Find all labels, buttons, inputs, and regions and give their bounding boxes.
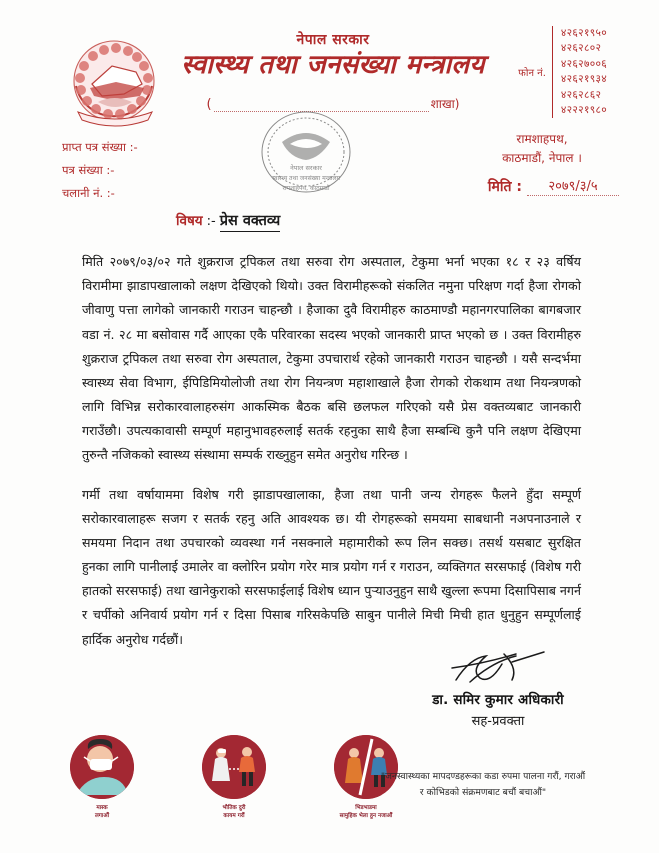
signature-block	[393, 648, 603, 729]
ministry-titles	[168, 30, 498, 112]
ministry-round-stamp	[252, 108, 360, 200]
branch-label: शाखा)	[430, 96, 460, 111]
branch-open-paren: (	[206, 96, 212, 112]
svg-text:नेपाल सरकार: नेपाल सरकार	[290, 164, 322, 172]
phone-number: ४२६२७००६	[560, 57, 607, 70]
date-value: २०७९/३/५	[527, 176, 619, 196]
document-body	[82, 250, 581, 652]
phone-number-list	[552, 26, 607, 118]
address-line-2: काठमाडौं, नेपाल ।	[502, 150, 582, 165]
government-line: नेपाल सरकार	[296, 32, 370, 48]
icon-caption	[60, 804, 144, 820]
footer-icon-item	[192, 735, 276, 820]
caption-line-2: सामुहिक भेला हुन नजाऔं	[339, 813, 393, 820]
nepal-government-emblem	[62, 26, 167, 134]
body-paragraph-1: मिति २०७९/०३/०२ गते शुक्रराज ट्रपिकल तथा सरुवा रोग अस्पताल, टेकुमा भर्ना भएका १८ र २३ वर्षिय विरामीमा झाडापखालाको लक्षण देखिएको थियो। उक्त विरामीहरूको संकलित नमुना परिक्षण गर्दा हैजा रोगको जीवाणु पत्ता लागेको जानकारी गराउन चाहन्छौ । हैजाका दुवै विरामीहरु काठमाण्डौ महानगरपालिका बागबजार वडा नं. २८ मा बसोवास गर्दै आएका एकै परिवारका सदस्य भएको जानकारी प्राप्त भएको छ । उक्त विरामीहरु शुक्रराज ट्रपिकल तथा सरुवा रोग अस्पताल, टेकुमा उपचारार्थ रहेको जानकारी गराउन चाहन्छौ । यसै सन्दर्भमा स्वास्थ्य सेवा विभाग, ईपिडिमियोलोजी तथा रोग नियन्त्रण महाशाखाले हैजा रोगको रोकथाम तथा नियन्त्रणको लागि विभिन्न सरोकारवालाहरुसंग आकस्मिक बैठक बसि छलफल गरिएको यसै प्रेस वक्तव्यबाट जानकारी गराउँछौ। उपत्यकावासी सम्पूर्ण महानुभावहरुलाई सतर्क रहनुका साथै हैजा सम्बन्धि कुनै पनि लक्षण देखिएमा तुरुन्तै नजिकको स्वास्थ्य संस्थामा सम्पर्क राख्नुहुन समेत अनुरोध गरिन्छ ।	[82, 254, 581, 463]
phone-number: ४२६२१९३४	[560, 73, 607, 86]
phone-number: ४२६२८०२	[560, 42, 602, 55]
subject-separator: :-	[206, 214, 216, 229]
date-field	[488, 176, 619, 196]
phone-label: फोन नं.	[518, 67, 546, 79]
svg-text:रामशाहपथ, काठमाडौं: रामशाहपथ, काठमाडौं	[282, 185, 330, 192]
caption-line-2: कायम गरौं	[223, 813, 245, 820]
caption-line-2: लगाऔं	[94, 813, 110, 820]
subject-label: विषय	[176, 213, 203, 229]
icon-caption	[324, 804, 408, 820]
dispatch-number-field: चलानी नं. :-	[62, 186, 115, 200]
ministry-name: स्वास्थ्य तथा जनसंख्या मन्त्रालय	[181, 50, 485, 80]
signatory-name: डा. समिर कुमार अधिकारी	[432, 692, 564, 708]
phone-number-block	[518, 26, 607, 118]
caption-line-1: भौतिक दुरी	[222, 805, 246, 811]
subject-value: प्रेस वक्तव्य	[220, 210, 281, 232]
left-reference-fields	[62, 136, 138, 205]
caption-line-1: भिडभाडमा	[355, 805, 377, 811]
letterhead-header	[0, 0, 659, 200]
document-footer	[0, 735, 659, 845]
footer-icon-item	[60, 735, 144, 820]
physical-distance-icon	[202, 735, 266, 799]
date-label: मिति :	[487, 179, 522, 195]
caption-line-1: मास्क	[96, 805, 108, 811]
slogan-line-1: "जनस्वास्थ्यका मापदण्डहरूका कडा रुपमा पालना गरौं, गराऔं	[380, 771, 586, 782]
signatory-title: सह-प्रवक्ता	[471, 714, 525, 729]
phone-number: ४२६२१९५०	[560, 27, 607, 39]
body-paragraph-2: गर्मी तथा वर्षायाममा विशेष गरी झाडापखालाका, हैजा तथा पानी जन्य रोगहरू फैलने हुँदा सम्पूर्ण सरोकारवालाहरू सजग र सतर्क रहनु अति आवश्यक छ। यी रोगहरूको समयमा साबधानी नअपनाउनाले र समयमा निदान तथा उपचारको व्यवस्था गर्न नसक्नाले महामारीको रूप लिन सक्छ। तसर्थ यसबाट सुरक्षित हुनका लागि पानीलाई उमालेर वा क्लोरिन प्रयोग गरेर मात्र प्रयोग गर्न र गराउन, व्यक्तिगत सरसफाई (विशेष गरी हातको सरसफाई) तथा खानेकुराको सरसफाईलाई विशेष ध्यान पुर्‍याउनुहुन साथै खुल्ला रूपमा दिसापिसाब नगर्न र चर्पीको अनिवार्य प्रयोग गर्न र दिसा पिसाब गरिसकेपछि साबुन पानीले मिची मिची हात धुनुहुन सम्पूर्णलाई हार्दिक अनुरोध गर्दछौं।	[82, 486, 581, 647]
handwritten-signature	[393, 648, 603, 688]
mask-wearing-icon	[70, 735, 134, 799]
svg-text:स्वास्थ्य तथा जनसंख्या मन्त्रा: स्वास्थ्य तथा जनसंख्या मन्त्रालय	[271, 175, 341, 182]
slogan-line-2: र कोभिडको संक्रमणबाट बचौं बचाऔं"	[419, 786, 547, 798]
phone-number: ४२२२१९८०	[560, 104, 607, 117]
icon-caption	[192, 804, 276, 820]
phone-number: ४२६२८६२	[560, 88, 602, 101]
address-line-1: रामशाहपथ,	[516, 132, 568, 146]
covid-safety-slogan	[333, 769, 633, 800]
subject-line	[0, 210, 659, 232]
received-letter-number-field: प्राप्त पत्र संख्या :-	[62, 140, 138, 154]
office-address	[477, 130, 607, 167]
letter-number-field: पत्र संख्या :-	[62, 163, 115, 177]
